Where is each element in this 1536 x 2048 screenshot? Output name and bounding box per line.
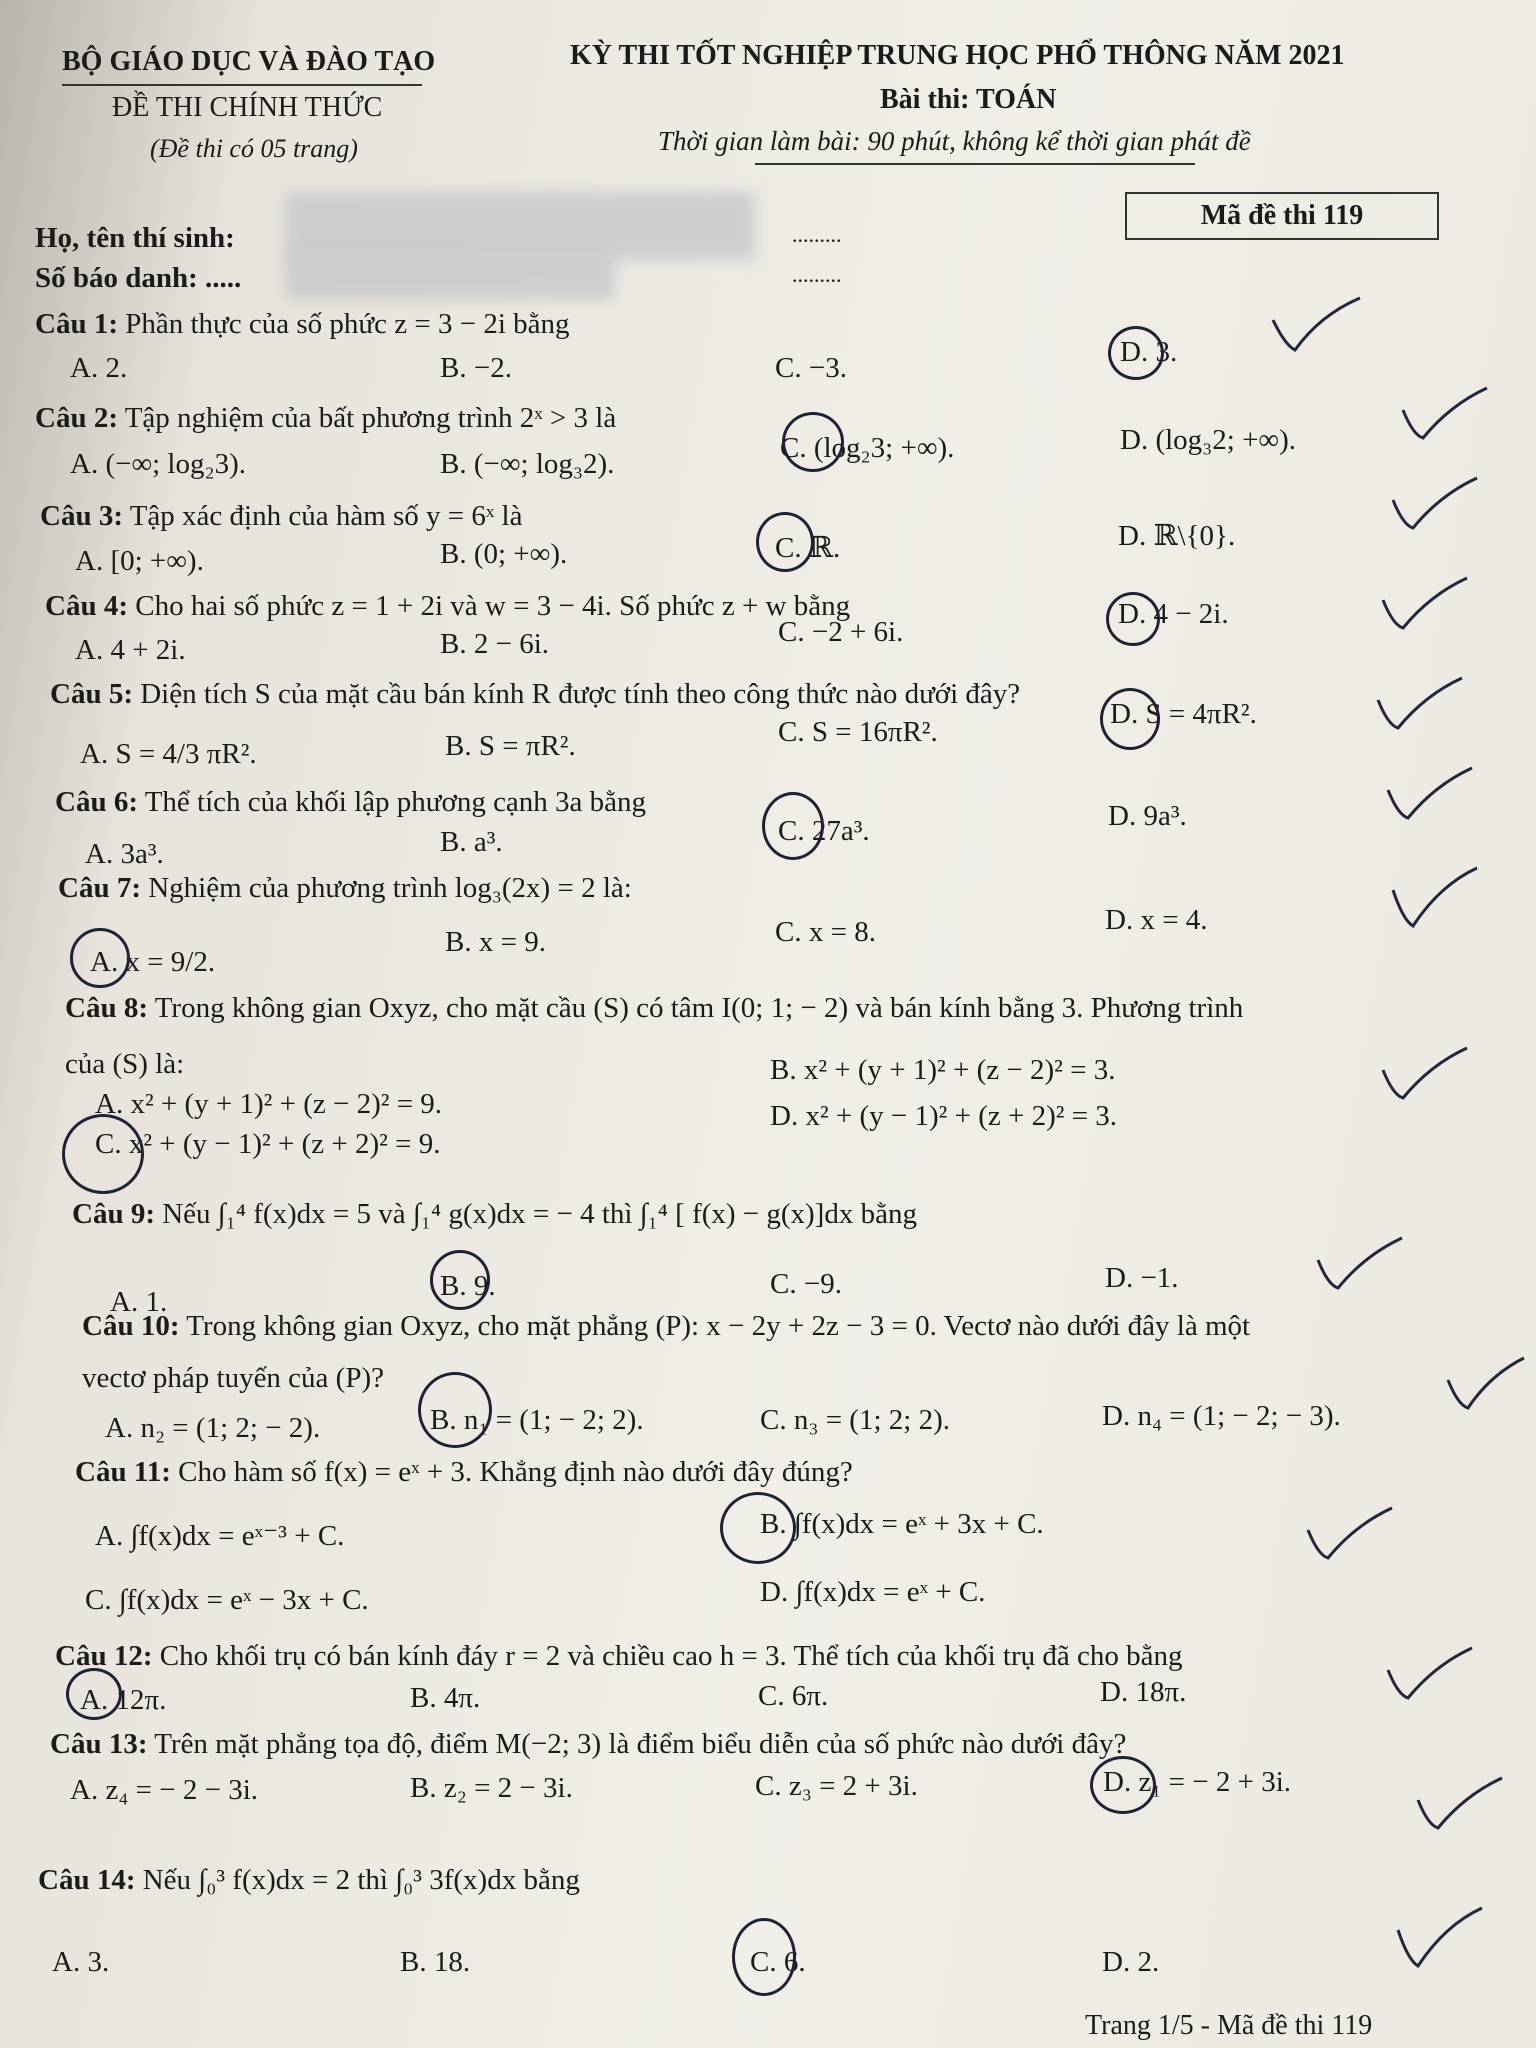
question-4-option-b: B. 2 − 6i.: [440, 628, 550, 660]
question-6-option-c: C. 27a³.: [778, 815, 870, 847]
question-9-stem: Câu 9: Nếu ∫₁⁴ f(x)dx = 5 và ∫₁⁴ g(x)dx = − 4 thì ∫₁⁴ [ f(x) − g(x)]dx bằng: [72, 1198, 917, 1230]
check-mark-q11-icon: [1300, 1500, 1400, 1570]
question-13-option-d: D. z₁ = − 2 + 3i.: [1103, 1766, 1292, 1798]
question-3-option-b: B. (0; +∞).: [440, 538, 568, 570]
question-10-option-b: B. n₁ = (1; − 2; 2).: [430, 1404, 644, 1436]
question-number: Câu 9:: [72, 1198, 155, 1230]
question-11-option-d: D. ∫f(x)dx = eˣ + C.: [760, 1576, 986, 1608]
name-dots: .........: [792, 222, 842, 247]
candidate-name-label: Họ, tên thí sinh:: [35, 222, 235, 254]
question-8-option-b: B. x² + (y + 1)² + (z − 2)² = 3.: [770, 1054, 1116, 1086]
question-number: Câu 10:: [82, 1310, 180, 1342]
question-3-option-a: A. [0; +∞).: [75, 545, 204, 577]
check-mark-q10-icon: [1440, 1350, 1530, 1420]
question-5-option-c: C. S = 16πR².: [778, 716, 938, 748]
question-1-option-c: C. −3.: [775, 352, 847, 384]
question-13-option-c: C. z₃ = 2 + 3i.: [755, 1770, 918, 1802]
question-9-option-a: A. 1.: [110, 1286, 168, 1318]
subject-title: Bài thi: TOÁN: [880, 84, 1057, 115]
check-mark-q5-icon: [1370, 670, 1470, 740]
question-12-stem: Câu 12: Cho khối trụ có bán kính đáy r = 2 và chiều cao h = 3. Thể tích của khối trụ đã cho bằng: [55, 1640, 1183, 1672]
redacted-id: [285, 252, 615, 300]
question-2-stem: Câu 2: Tập nghiệm của bất phương trình 2ˣ > 3 là: [35, 402, 617, 434]
question-14-stem: Câu 14: Nếu ∫₀³ f(x)dx = 2 thì ∫₀³ 3f(x)dx bằng: [38, 1864, 580, 1896]
question-11-option-a: A. ∫f(x)dx = eˣ⁻³ + C.: [95, 1520, 345, 1552]
question-14-option-d: D. 2.: [1102, 1946, 1160, 1978]
question-8-stem: Câu 8: Trong không gian Oxyz, cho mặt cầu (S) có tâm I(0; 1; − 2) và bán kính bằng 3. Phương trình: [65, 992, 1244, 1024]
question-7-option-a: A. x = 9/2.: [90, 946, 216, 978]
answer-circle-q13: [1090, 1756, 1156, 1814]
answer-circle-q14: [732, 1918, 796, 1996]
check-mark-q1-icon: [1265, 290, 1365, 360]
question-6-option-a: A. 3a³.: [85, 838, 164, 870]
question-12-option-d: D. 18π.: [1100, 1676, 1187, 1708]
question-5-option-d: D. S = 4πR².: [1110, 698, 1257, 730]
answer-circle-q4: [1106, 592, 1160, 646]
question-14-option-b: B. 18.: [400, 1946, 471, 1978]
redacted-name: [285, 192, 755, 260]
answer-circle-q8: [62, 1114, 144, 1194]
question-7-option-d: D. x = 4.: [1105, 904, 1208, 936]
header-rule-right: [755, 163, 1195, 165]
answer-circle-q6: [762, 792, 824, 860]
answer-circle-q1: [1108, 326, 1164, 380]
question-number: Câu 14:: [38, 1864, 136, 1896]
question-11-option-c: C. ∫f(x)dx = eˣ − 3x + C.: [85, 1584, 369, 1616]
answer-circle-q2: [782, 412, 844, 472]
question-4-option-c: C. −2 + 6i.: [778, 616, 904, 648]
official-label: ĐỀ THI CHÍNH THỨC: [112, 92, 383, 123]
question-10-stem: Câu 10: Trong không gian Oxyz, cho mặt phẳng (P): x − 2y + 2z − 3 = 0. Vectơ nào dưới đây là một: [82, 1310, 1251, 1342]
id-dots: .........: [792, 262, 842, 287]
answer-circle-q3: [756, 512, 814, 572]
question-number: Câu 12:: [55, 1640, 153, 1672]
ministry-title: BỘ GIÁO DỤC VÀ ĐÀO TẠO: [62, 46, 436, 77]
check-mark-q13-icon: [1410, 1770, 1510, 1840]
question-13-option-a: A. z₄ = − 2 − 3i.: [70, 1774, 259, 1806]
question-1-stem: Câu 1: Phần thực của số phức z = 3 − 2i bằng: [35, 308, 570, 340]
question-10-option-a: A. n₂ = (1; 2; − 2).: [105, 1412, 321, 1444]
question-8-stem-cont: của (S) là:: [65, 1048, 185, 1080]
question-11-stem: Câu 11: Cho hàm số f(x) = eˣ + 3. Khẳng định nào dưới đây đúng?: [75, 1456, 853, 1488]
answer-circle-q10: [418, 1372, 492, 1448]
check-mark-q2-icon: [1395, 380, 1495, 450]
question-6-stem: Câu 6: Thể tích của khối lập phương cạnh 3a bằng: [55, 786, 647, 818]
check-mark-q12-icon: [1380, 1640, 1480, 1710]
question-9-option-c: C. −9.: [770, 1268, 842, 1300]
check-mark-q9-icon: [1310, 1230, 1410, 1300]
question-1-option-a: A. 2.: [70, 352, 128, 384]
question-3-option-d: D. ℝ\{0}.: [1118, 520, 1236, 552]
exam-code-box: Mã đề thi 119: [1125, 192, 1439, 240]
answer-circle-q5: [1100, 688, 1160, 750]
question-13-stem: Câu 13: Trên mặt phẳng tọa độ, điểm M(−2; 3) là điểm biểu diễn của số phức nào dưới đây?: [50, 1728, 1127, 1760]
check-mark-q8-icon: [1375, 1040, 1475, 1110]
check-mark-q7-icon: [1385, 860, 1485, 940]
question-14-option-a: A. 3.: [52, 1946, 110, 1978]
question-7-option-c: C. x = 8.: [775, 916, 876, 948]
question-7-stem: Câu 7: Nghiệm của phương trình log₃(2x) = 2 là:: [58, 872, 632, 904]
question-8-option-d: D. x² + (y − 1)² + (z + 2)² = 3.: [770, 1100, 1118, 1132]
question-4-option-a: A. 4 + 2i.: [75, 634, 186, 666]
check-mark-q14-icon: [1390, 1900, 1490, 1980]
question-4-stem: Câu 4: Cho hai số phức z = 1 + 2i và w = 3 − 4i. Số phức z + w bằng: [45, 590, 851, 622]
question-number: Câu 8:: [65, 992, 148, 1024]
question-8-option-a: A. x² + (y + 1)² + (z − 2)² = 9.: [95, 1088, 443, 1120]
question-12-option-a: A. 12π.: [80, 1684, 167, 1716]
question-9-option-b: B. 9.: [440, 1270, 496, 1302]
question-6-option-d: D. 9a³.: [1108, 800, 1187, 832]
question-10-option-c: C. n₃ = (1; 2; 2).: [760, 1404, 950, 1436]
pages-note: (Đề thi có 05 trang): [150, 134, 358, 163]
question-12-option-b: B. 4π.: [410, 1682, 481, 1714]
answer-circle-q9: [430, 1250, 490, 1310]
candidate-id-label: Số báo danh: .....: [35, 262, 242, 294]
page-footer: Trang 1/5 - Mã đề thi 119: [1085, 2010, 1373, 2041]
question-6-option-b: B. a³.: [440, 826, 503, 858]
question-5-option-b: B. S = πR².: [445, 730, 576, 762]
question-14-option-c: C. 6.: [750, 1946, 806, 1978]
question-3-option-c: C. ℝ.: [775, 532, 841, 564]
question-13-option-b: B. z₂ = 2 − 3i.: [410, 1772, 573, 1804]
question-12-option-c: C. 6π.: [758, 1680, 829, 1712]
answer-circle-q11: [720, 1492, 796, 1564]
header-rule-left: [62, 84, 422, 86]
question-1-option-b: B. −2.: [440, 352, 512, 384]
question-2-option-a: A. (−∞; log₂3).: [70, 448, 247, 480]
answer-circle-q12: [66, 1668, 122, 1720]
question-2-option-c: C. (log₂3; +∞).: [780, 432, 955, 464]
question-8-option-c: C. x² + (y − 1)² + (z + 2)² = 9.: [95, 1128, 441, 1160]
question-3-stem: Câu 3: Tập xác định của hàm số y = 6ˣ là: [40, 500, 523, 532]
question-11-option-b: B. ∫f(x)dx = eˣ + 3x + C.: [760, 1508, 1044, 1540]
question-number: Câu 13:: [50, 1728, 148, 1760]
question-number: Câu 4:: [45, 590, 128, 622]
time-note: Thời gian làm bài: 90 phút, không kể thời gian phát đề: [658, 126, 1251, 156]
question-2-option-b: B. (−∞; log₃2).: [440, 448, 615, 480]
question-10-stem-cont: vectơ pháp tuyến của (P)?: [82, 1362, 384, 1394]
question-7-option-b: B. x = 9.: [445, 926, 546, 958]
question-number: Câu 3:: [40, 500, 123, 532]
question-number: Câu 5:: [50, 678, 133, 710]
question-4-option-d: D. 4 − 2i.: [1118, 598, 1229, 630]
question-number: Câu 7:: [58, 872, 141, 904]
check-mark-q6-icon: [1380, 760, 1480, 830]
check-mark-q4-icon: [1375, 570, 1475, 640]
question-5-stem: Câu 5: Diện tích S của mặt cầu bán kính R được tính theo công thức nào dưới đây?: [50, 678, 1021, 710]
question-number: Câu 6:: [55, 786, 138, 818]
question-10-option-d: D. n₄ = (1; − 2; − 3).: [1102, 1400, 1341, 1432]
question-2-option-d: D. (log₃2; +∞).: [1120, 424, 1297, 456]
question-5-option-a: A. S = 4/3 πR².: [80, 738, 257, 770]
question-9-option-d: D. −1.: [1105, 1262, 1179, 1294]
question-number: Câu 1:: [35, 308, 118, 340]
answer-circle-q7: [70, 928, 130, 988]
exam-title: KỲ THI TỐT NGHIỆP TRUNG HỌC PHỔ THÔNG NĂM 2021: [570, 40, 1345, 71]
question-number: Câu 11:: [75, 1456, 171, 1488]
question-number: Câu 2:: [35, 402, 118, 434]
check-mark-q3-icon: [1385, 470, 1485, 540]
question-1-option-d: D. 3.: [1120, 336, 1178, 368]
